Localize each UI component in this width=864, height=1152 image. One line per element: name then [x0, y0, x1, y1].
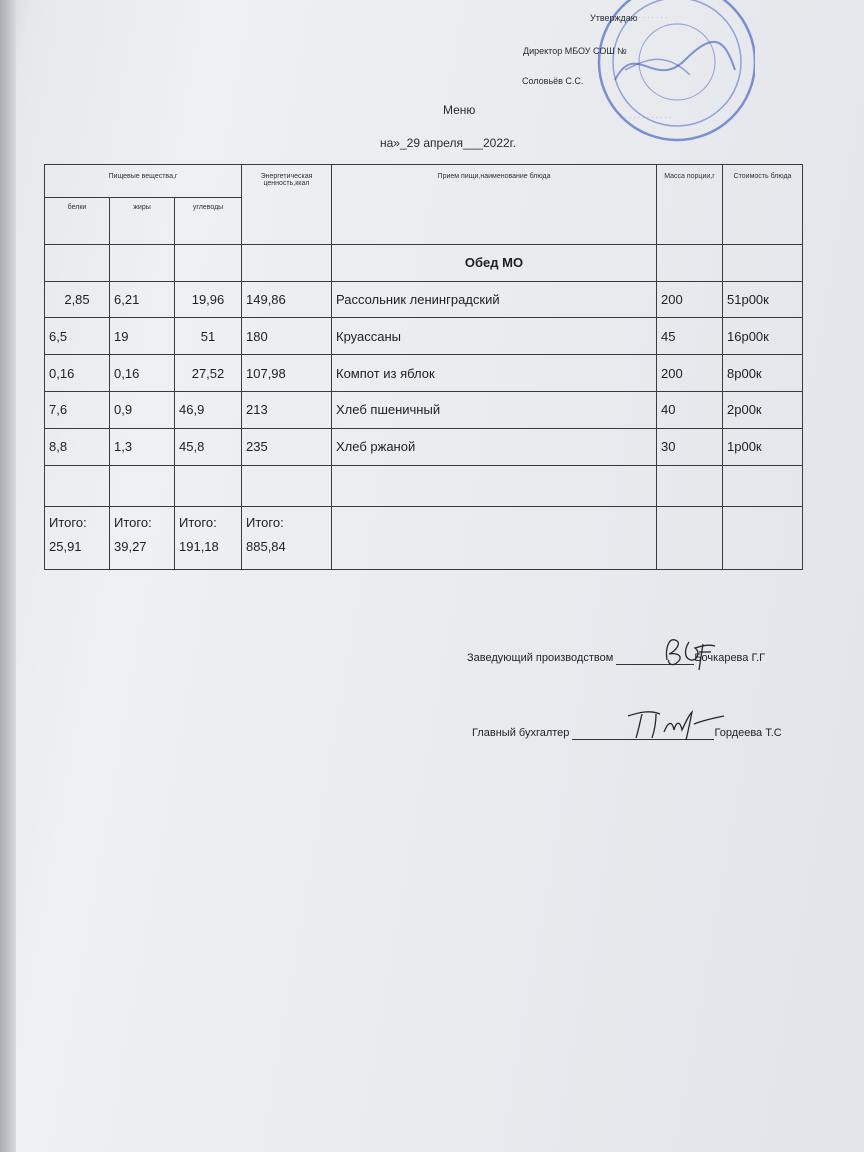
section-empty-cell [110, 244, 175, 281]
svg-text:· · · · · · · · · · · ·: · · · · · · · · · · · · [620, 114, 672, 122]
cell-cost: 16р00к [723, 318, 803, 355]
table-row [45, 392, 803, 429]
table-row [45, 355, 803, 392]
manager-handwritten-signature [655, 630, 725, 675]
manager-name: Бочкарева Г.Г [694, 652, 766, 664]
empty-row [45, 465, 803, 506]
header-meal: Прием пищи,наименование блюда [332, 165, 657, 245]
cell-fats: 6,21 [110, 281, 175, 318]
header-row [45, 165, 803, 198]
cell-mass: 200 [657, 281, 723, 318]
total-label: Итого: [179, 514, 217, 530]
section-row [45, 244, 803, 281]
header-mass: Масса порции,г [657, 165, 723, 245]
table-row [45, 428, 803, 465]
cell-cost: 8р00к [723, 355, 803, 392]
total-label: Итого: [246, 514, 284, 530]
manager-label: Заведующий производством [467, 652, 614, 664]
cell-energy: 213 [242, 392, 332, 429]
total-energy [242, 506, 332, 569]
table-row [45, 318, 803, 355]
totals-row [45, 506, 803, 569]
accountant-handwritten-signature [620, 702, 730, 744]
approval-name: Соловьёв С.С. [522, 76, 584, 86]
total-proteins [45, 506, 110, 569]
header-nutrients: Пищевые вещества,г [45, 165, 242, 198]
header-energy: Энергетическая ценность,ккал [242, 165, 332, 245]
cell-proteins: 6,5 [45, 318, 110, 355]
cell-cost: 2р00к [723, 392, 803, 429]
cell-cost: 51р00к [723, 281, 803, 318]
document-date: на»_29 апреля___2022г. [380, 136, 516, 150]
cell-proteins: 0,16 [45, 355, 110, 392]
cell-fats: 1,3 [110, 428, 175, 465]
cell-mass: 45 [657, 318, 723, 355]
cell-proteins: 2,85 [45, 281, 110, 318]
cell-dish-name: Хлеб пшеничный [332, 392, 657, 429]
accountant-name: Гордеева Т.С [714, 727, 782, 739]
cell-dish-name: Хлеб ржаной [332, 428, 657, 465]
cell-fats: 19 [110, 318, 175, 355]
cell-energy: 180 [242, 318, 332, 355]
cell-mass: 30 [657, 428, 723, 465]
total-carbs-value: 191,18 [179, 538, 219, 554]
cell-dish-name: Круассаны [332, 318, 657, 355]
cell-carbs: 19,96 [175, 281, 242, 318]
table-row [45, 281, 803, 318]
cell-fats: 0,9 [110, 392, 175, 429]
cell-carbs: 51 [175, 318, 242, 355]
total-proteins-value: 25,91 [49, 538, 82, 554]
cell-carbs: 46,9 [175, 392, 242, 429]
cell-proteins: 7,6 [45, 392, 110, 429]
section-empty-cell [723, 244, 803, 281]
menu-table [44, 164, 803, 570]
section-empty-cell [657, 244, 723, 281]
cell-mass: 200 [657, 355, 723, 392]
header-proteins: белки [45, 197, 110, 244]
cell-energy: 149,86 [242, 281, 332, 318]
cell-fats: 0,16 [110, 355, 175, 392]
header-fats: жиры [110, 197, 175, 244]
cell-carbs: 27,52 [175, 355, 242, 392]
total-carbs [175, 506, 242, 569]
cell-cost: 1р00к [723, 428, 803, 465]
cell-dish-name: Компот из яблок [332, 355, 657, 392]
section-empty-cell [45, 244, 110, 281]
cell-energy: 235 [242, 428, 332, 465]
cell-mass: 40 [657, 392, 723, 429]
page-edge-shadow [0, 0, 16, 1152]
section-empty-cell [175, 244, 242, 281]
accountant-label: Главный бухгалтер [472, 727, 570, 739]
total-fats-value: 39,27 [114, 538, 147, 554]
total-fats [110, 506, 175, 569]
approval-director: Директор МБОУ СОШ № [523, 46, 627, 56]
cell-carbs: 45,8 [175, 428, 242, 465]
document-title: Меню [443, 103, 476, 117]
total-energy-value: 885,84 [246, 538, 286, 554]
header-cost: Стоимость блюда [723, 165, 803, 245]
cell-energy: 107,98 [242, 355, 332, 392]
svg-text:· · · · · · · · · ·: · · · · · · · · · · [625, 14, 668, 22]
section-title: Обед МО [332, 244, 657, 281]
header-carbs: углеводы [175, 197, 242, 244]
section-empty-cell [242, 244, 332, 281]
cell-proteins: 8,8 [45, 428, 110, 465]
cell-dish-name: Рассольник ленинградский [332, 281, 657, 318]
approval-title: Утверждаю [590, 13, 638, 23]
total-label: Итого: [114, 514, 152, 530]
total-label: Итого: [49, 514, 87, 530]
